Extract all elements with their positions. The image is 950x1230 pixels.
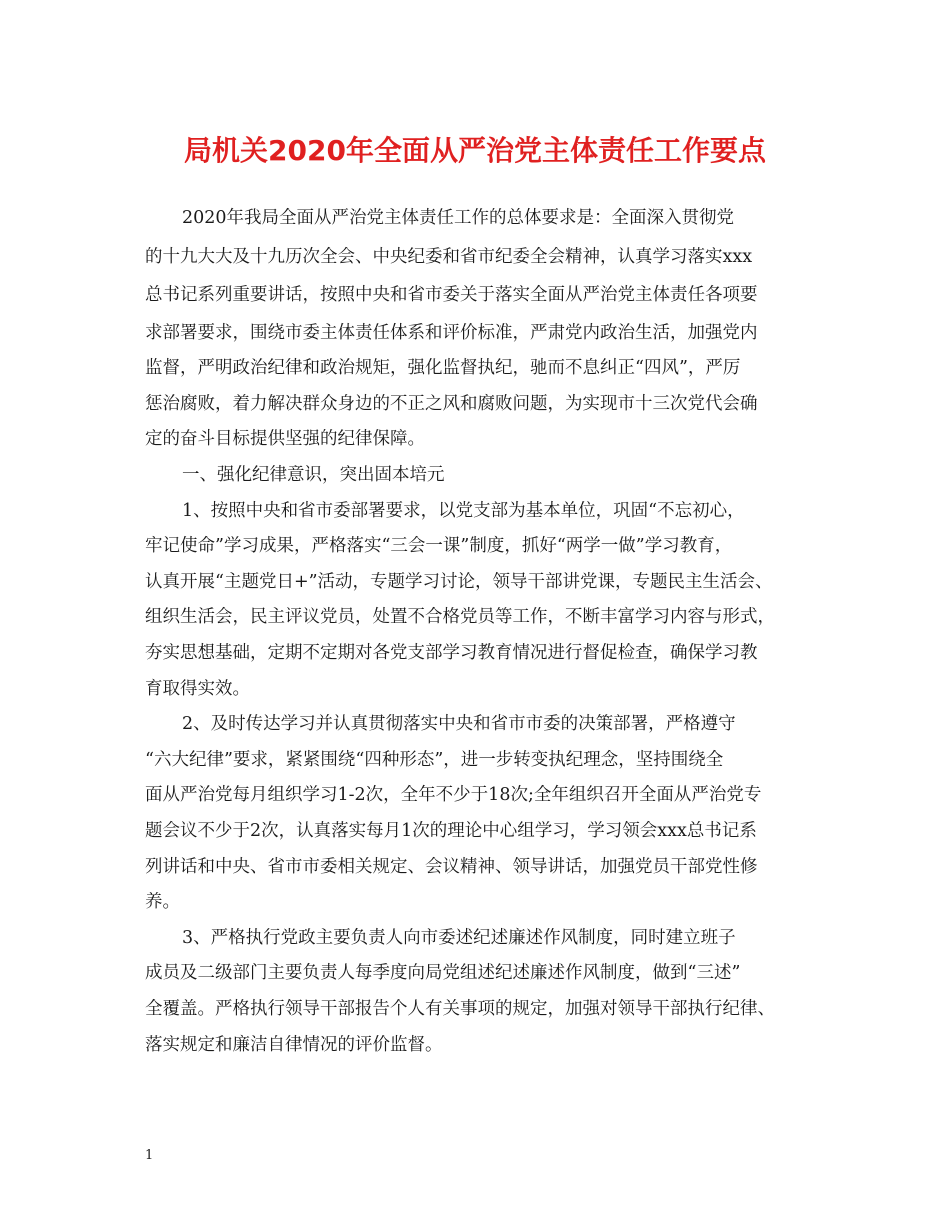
paragraph-line: 夯实思想基础，定期不定期对各党支部学习教育情况进行督促检查，确保学习教 xyxy=(145,643,758,663)
paragraph-line: 2、及时传达学习并认真贯彻落实中央和省市市委的决策部署，严格遵守 xyxy=(182,714,736,734)
paragraph-line: 牢记使命”学习成果，严格落实“三会一课”制度，抓好“两学一做”学习教育， xyxy=(145,536,733,556)
paragraph-line: 的十九大大及十九历次全会、中央纪委和省市纪委全会精神，认真学习落实xxx xyxy=(145,247,753,267)
paragraph-line: 惩治腐败，着力解决群众身边的不正之风和腐败问题，为实现市十三次党代会确 xyxy=(145,394,758,414)
paragraph-line: 列讲话和中央、省市市委相关规定、会议精神、领导讲话，加强党员干部党性修 xyxy=(145,857,758,877)
paragraph-line: 认真开展“主题党日+”活动，专题学习讨论，领导干部讲党课，专题民主生活会、 xyxy=(145,572,773,592)
paragraph-line: 育取得实效。 xyxy=(145,679,250,699)
paragraph-line: 落实规定和廉洁自律情况的评价监督。 xyxy=(145,1035,443,1055)
paragraph-line: 3、严格执行党政主要负责人向市委述纪述廉述作风制度，同时建立班子 xyxy=(182,928,736,948)
paragraph-line: 定的奋斗目标提供坚强的纪律保障。 xyxy=(145,429,425,449)
page-number: 1 xyxy=(145,1148,154,1163)
section-heading: 一、强化纪律意识，突出固本培元 xyxy=(182,465,445,485)
document-title: 局机关2020年全面从严治党主体责任工作要点 xyxy=(184,134,766,167)
paragraph-line: 求部署要求，围绕市委主体责任体系和评价标准，严肃党内政治生活，加强党内 xyxy=(145,323,758,343)
paragraph-line: 2020年我局全面从严治党主体责任工作的总体要求是：全面深入贯彻党 xyxy=(182,208,735,228)
paragraph-line: 题会议不少于2次，认真落实每月1次的理论中心组学习，学习领会xxx总书记系 xyxy=(145,821,757,841)
paragraph-line: 监督，严明政治纪律和政治规矩，强化监督执纪，驰而不息纠正“四风”，严厉 xyxy=(145,358,741,378)
paragraph-line: 总书记系列重要讲话，按照中央和省市委关于落实全面从严治党主体责任各项要 xyxy=(145,285,758,305)
paragraph-line: “六大纪律”要求，紧紧围绕“四种形态”，进一步转变执纪理念，坚持围绕全 xyxy=(145,750,724,770)
paragraph-line: 全覆盖。严格执行领导干部报告个人有关事项的规定，加强对领导干部执行纪律、 xyxy=(145,999,775,1019)
paragraph-line: 1、按照中央和省市委部署要求，以党支部为基本单位，巩固“不忘初心， xyxy=(182,501,745,521)
paragraph-line: 养。 xyxy=(145,892,180,912)
paragraph-line: 面从严治党每月组织学习1-2次，全年不少于18次;全年组织召开全面从严治党专 xyxy=(145,785,762,805)
paragraph-line: 组织生活会，民主评议党员，处置不合格党员等工作，不断丰富学习内容与形式， xyxy=(145,607,775,627)
paragraph-line: 成员及二级部门主要负责人每季度向局党组述纪述廉述作风制度，做到“三述” xyxy=(145,963,741,983)
